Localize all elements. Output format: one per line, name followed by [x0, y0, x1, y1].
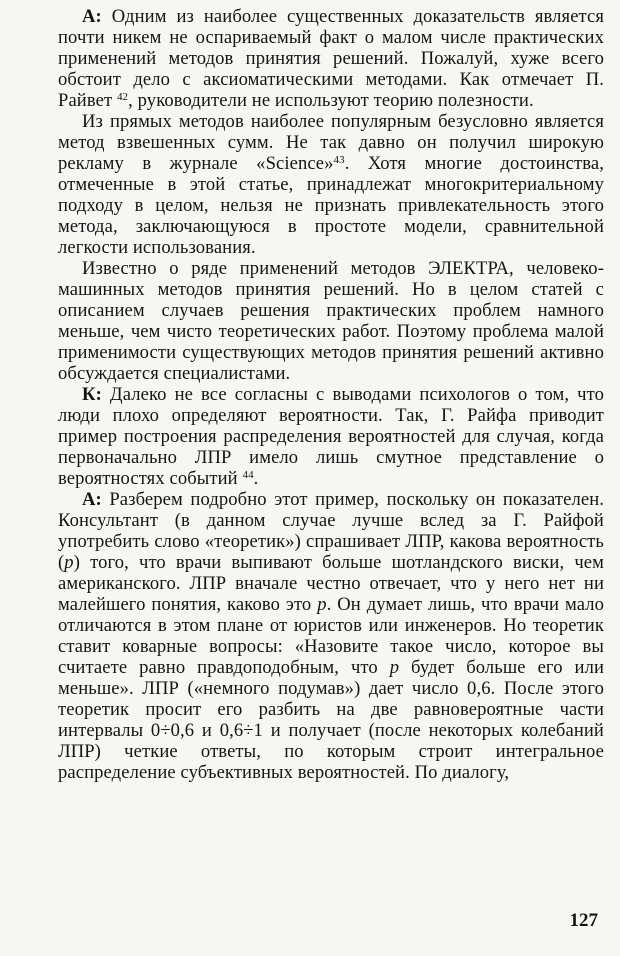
- speaker-label: А:: [82, 6, 102, 27]
- footnote-ref: 43: [333, 153, 345, 166]
- paragraph-2: Из прямых методов наиболее популярным безусловно является метод взвешенных сумм. Не так давно он получил широкую рекламу в журнале «Science»$^{43}$. Хотя многие достоинства, отмеченные в этой статье, принадлежат многокритериальному подходу в целом, нельзя не признать привлекательность этого метода, заключающуюся в простоте модели, сравнительной легкости использования.: [58, 111, 604, 258]
- body-text: [58, 6, 604, 783]
- footnote-ref: 42: [116, 90, 129, 103]
- speaker-label: А:: [82, 489, 102, 510]
- paragraph-3: Известно о ряде применений методов ЭЛЕКТРА, человеко-машинных методов принятия решений. Но в целом статей с описанием случаев решения практических проблем намного меньше, чем чисто теоретических работ. Поэтому проблема малой применимости существующих методов принятия решений активно обсуждается специалистами.: [58, 258, 604, 384]
- variable-p: p: [317, 594, 327, 615]
- paragraph-5: А: Разберем подробно этот пример, поскольку он показателен. Консультант (в данном случае лучше вслед за Г. Райфой употребить слово «теоретик») спрашивает ЛПР, какова вероятность (p) того, что врачи выпивают больше шотландского виски, чем американского. ЛПР вначале честно отвечает, что у него нет ни малейшего понятия, каково это p. Он думает лишь, что врачи мало отличаются в этом плане от юристов или инженеров. Но теоретик ставит коварные вопросы: «Назовите такое число, которое вы считаете равно правдоподобным, что p будет больше его или меньше». ЛПР («немного подумав») дает число 0,6. После этого теоретик просит его разбить на две равновероятные части интервалы 0÷0,6 и 0,6÷1 и получает (после некоторых колебаний ЛПР) четкие ответы, по которым строит интегральное распределение субъективных вероятностей. По диалогу,: [58, 489, 604, 783]
- speaker-label: К:: [82, 384, 102, 405]
- paragraph-4: К: Далеко не все согласны с выводами психологов о том, что люди плохо определяют вероятности. Так, Г. Райфа приводит пример построения распределения вероятностей для случая, когда первоначально ЛПР имело лишь смутное представление о вероятностях событий $^{44}$.: [58, 384, 604, 489]
- variable-p: p: [64, 552, 74, 573]
- page-number: 127: [569, 910, 598, 931]
- footnote-ref: 44: [242, 468, 254, 481]
- variable-p: p: [389, 657, 400, 678]
- paragraph-1: А: Одним из наиболее существенных доказательств является почти никем не оспариваемый факт о малом числе практических применений методов принятия решений. Пожалуй, хуже всего обстоит дело с аксиоматическими методами. Как отмечает П. Райвет $^{42}$, руководители не используют теорию полезности.: [58, 6, 604, 111]
